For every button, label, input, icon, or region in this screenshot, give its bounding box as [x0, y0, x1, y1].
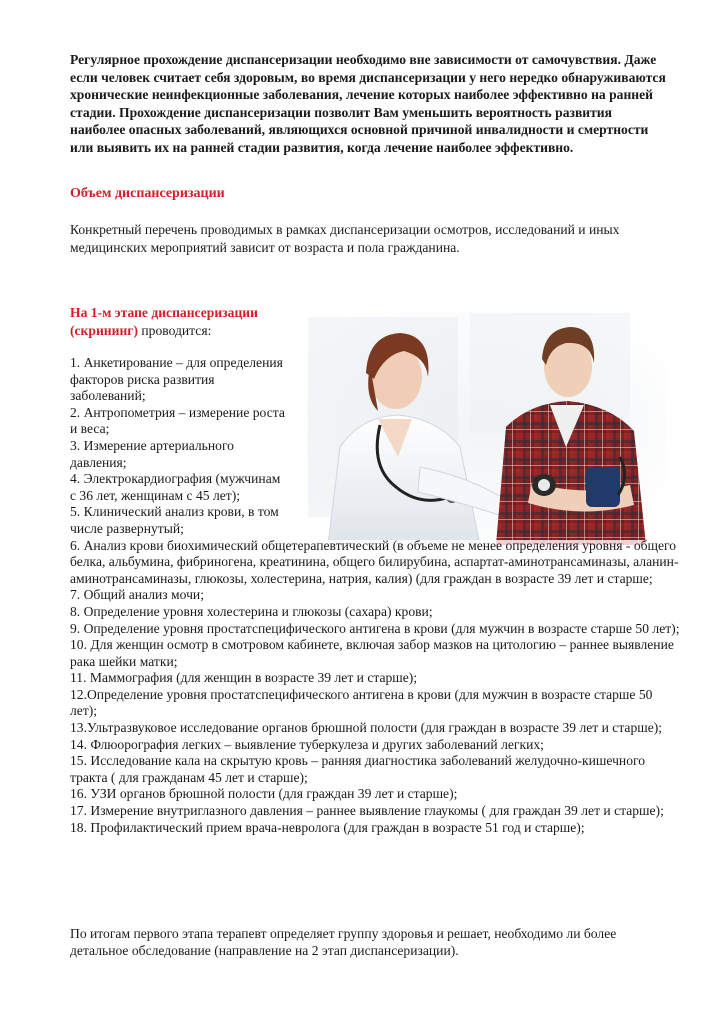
- stage1-conclusion: По итогам первого этапа терапевт определяет группу здоровья и решает, необходимо ли более детальное обследование (направление на 2 этап диспансеризации).: [70, 926, 617, 958]
- list-item: 7. Общий анализ мочи;: [70, 587, 204, 603]
- scope-paragraph: Конкретный перечень проводимых в рамках диспансеризации осмотров, исследований и иных медицинских мероприятий зависит от возраста и пола гражданина.: [70, 222, 620, 255]
- scope-heading: Объем диспансеризации: [70, 186, 225, 201]
- list-item: 11. Маммография (для женщин в возрасте 39 лет и старше);: [70, 670, 418, 686]
- list-item: 9. Определение уровня простатспецифического антигена в крови (для мужчин в возрасте старше 50 лет);: [70, 620, 680, 636]
- stage1-list: [70, 355, 682, 836]
- stage1-heading-highlight: На 1-м этапе диспансеризации (скрининг): [70, 305, 258, 338]
- list-item: 4. Электрокардиография (мужчинам с 36 лет, женщинам с 45 лет);: [70, 471, 281, 503]
- list-item: 18. Профилактический прием врача-невролога (для граждан в возрасте 51 год и старше);: [70, 819, 585, 835]
- list-item: 10. Для женщин осмотр в смотровом кабинете, включая забор мазков на цитологию – раннее выявление рака шейки матки;: [70, 637, 674, 669]
- list-item: 3. Измерение артериального давления;: [70, 437, 234, 470]
- intro-paragraph: Регулярное прохождение диспансеризации необходимо вне зависимости от самочувствия. Даже если человек считает себя здоровым, во время диспансеризации у него нередко обнаруживаются хронические неинфекционные заболевания, лечение которых наиболее эффективно на ранней стадии. Прохождение диспансеризации позволит Вам уменьшить вероятность развития наиболее опасных заболеваний, являющихся основной причиной инвалидности и смертности или выявить их на ранней стадии развития, когда лечение наиболее эффективно.: [70, 52, 666, 155]
- list-item: 16. УЗИ органов брюшной полости (для граждан 39 лет и старше);: [70, 786, 458, 802]
- list-item: 15. Исследование кала на скрытую кровь – ранняя диагностика заболеваний желудочно-кишечного тракта ( для гражданам 45 лет и старше);: [70, 753, 646, 785]
- list-item: 8. Определение уровня холестерина и глюкозы (сахара) крови;: [70, 603, 433, 619]
- stage1-heading-rest: проводится:: [137, 322, 212, 338]
- list-item: 2. Антропометрия – измерение роста и веса;: [70, 404, 285, 437]
- list-item: 1. Анкетирование – для определения факторов риска развития заболеваний;: [70, 355, 283, 404]
- list-item: 5. Клинический анализ крови, в том числе развернутый;: [70, 504, 279, 536]
- list-item: 12.Определение уровня простатспецифического антигена в крови (для мужчин в возрасте старше 50 лет);: [70, 686, 653, 719]
- list-item: 14. Флюорография легких – выявление туберкулеза и других заболеваний легких;: [70, 736, 544, 752]
- stage1-heading: [70, 304, 290, 339]
- list-item: 13.Ультразвуковое исследование органов брюшной полости (для граждан в возрасте 39 лет и старше);: [70, 720, 663, 736]
- list-item: 6. Анализ крови биохимический общетерапевтический (в объеме не менее определения уровня - общего белка, альбумина, фибриногена, креатинина, общего билирубина, аспартат-аминотрансаминазы, аланин-аминотрансаминазы, глюкозы, холестерина, натрия, калия) (для граждан в возрасте 39 лет и старше;: [70, 537, 679, 586]
- list-item: 17. Измерение внутриглазного давления – раннее выявление глаукомы ( для граждан 39 лет и старше);: [70, 803, 664, 819]
